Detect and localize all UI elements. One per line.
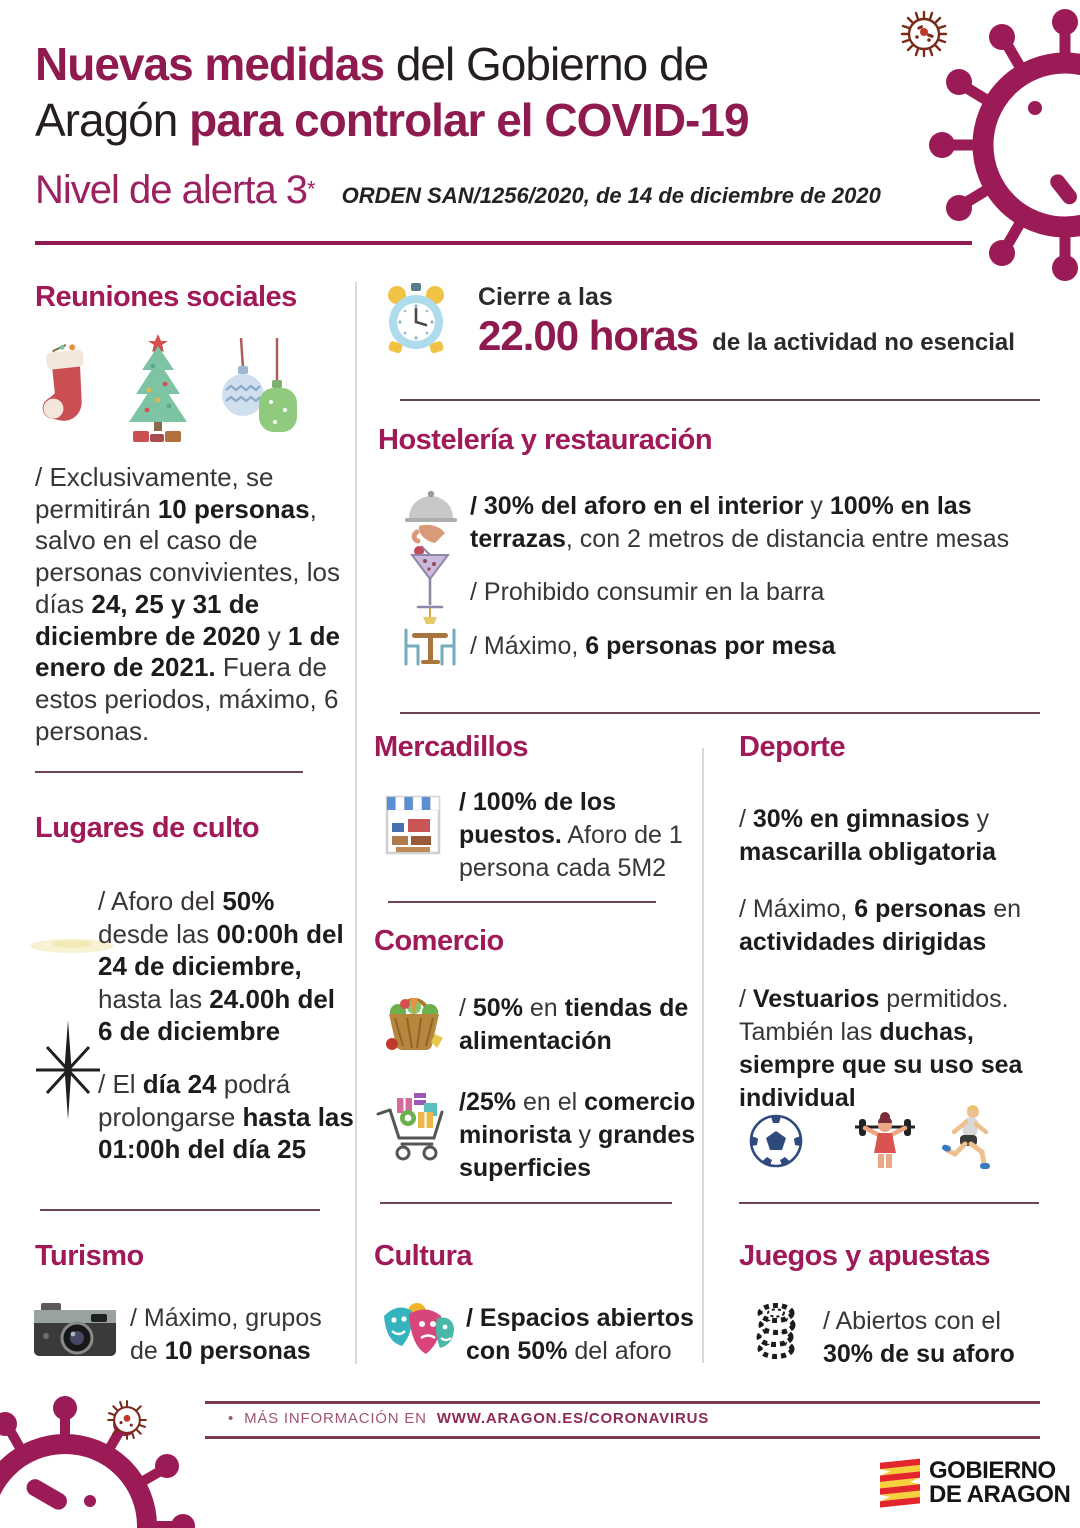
star-icon — [30, 1020, 106, 1120]
reuniones-text: / Exclusivamente, se permitirán 10 personas, salvo en el caso de personas convivientes, los días 24, 25 y 31 de diciembre de 2020 y 1 de enero de 2021. Fuera de estos periodos, máximo, 6 personas. — [35, 462, 340, 746]
camera-icon — [33, 1300, 117, 1360]
hosteleria-title: Hostelería y restauración — [378, 424, 713, 456]
title-regular-2: Aragón — [35, 94, 190, 147]
juegos-text: / Abiertos con el 30% de su aforo — [823, 1307, 1015, 1368]
soccer-ball-icon — [748, 1113, 804, 1169]
mercadillos-title: Mercadillos — [374, 731, 529, 763]
gobierno-logo-text — [929, 1459, 1070, 1506]
cocktail-icon — [408, 545, 452, 617]
juegos-title: Juegos y apuestas — [739, 1240, 990, 1272]
food-basket-icon — [383, 986, 445, 1052]
comercio-title: Comercio — [374, 925, 504, 957]
divider-mercadillos-comercio — [388, 901, 656, 903]
info-prefix: MÁS INFORMACIÓN EN — [244, 1410, 427, 1427]
title-accent-1: Nuevas medidas — [35, 38, 385, 90]
alert-level: Nivel de alerta 3 — [35, 168, 308, 212]
deporte-text-3: / Vestuarios permitidos. También las duchas, siempre que su uso sea individual — [739, 985, 1023, 1112]
poker-chips-icon — [751, 1300, 801, 1362]
closing-time-banner — [478, 283, 1015, 360]
cultura-text: / Espacios abiertos con 50% del aforo — [466, 1304, 694, 1365]
title-regular-1: del Gobierno de — [384, 38, 709, 90]
mercadillos-text: / 100% de los puestos. Aforo de 1 persona cada 5M2 — [459, 788, 683, 882]
alert-level-wrap — [35, 168, 316, 213]
info-bullet: • — [228, 1410, 235, 1427]
closing-time: 22.00 horas — [478, 312, 699, 359]
logo-line-1: GOBIERNO — [929, 1457, 1056, 1485]
title-accent-2: para controlar el COVID-19 — [189, 94, 749, 147]
logo-line-2: DE ARAGON — [929, 1481, 1071, 1508]
alert-asterisk: * — [307, 176, 316, 202]
shopping-cart-icon — [376, 1090, 450, 1164]
virus-icon-bottom-small — [103, 1396, 151, 1444]
divider-deporte-juegos — [739, 1202, 1039, 1204]
reuniones-title: Reuniones sociales — [35, 281, 297, 313]
reuniones-icons — [37, 332, 297, 444]
market-stall-icon — [384, 793, 442, 857]
footer-info — [228, 1410, 709, 1427]
divider-cierre-hosteleria — [400, 399, 1040, 401]
hosteleria-text-3: / Máximo, 6 personas por mesa — [470, 632, 836, 660]
info-url: WWW.ARAGON.ES/CORONAVIRUS — [436, 1410, 710, 1427]
cultura-title: Cultura — [374, 1240, 472, 1272]
closing-intro: Cierre a las — [478, 283, 613, 311]
hosteleria-text-2: / Prohibido consumir en la barra — [470, 578, 825, 606]
header-rule — [35, 241, 972, 245]
comercio-text-1: / 50% en tiendas de alimentación — [459, 994, 689, 1055]
alert-row — [35, 168, 881, 213]
baubles-icon — [217, 338, 297, 444]
christmas-stocking-icon — [37, 344, 99, 444]
turismo-text: / Máximo, grupos de 10 personas — [130, 1304, 322, 1365]
table-chairs-icon — [398, 608, 462, 668]
gobierno-aragon-logo — [878, 1455, 1070, 1511]
weightlifter-icon — [852, 1106, 918, 1172]
comercio-text-2: /25% en el comercio minorista y grandes superficies — [459, 1088, 696, 1182]
deporte-title: Deporte — [739, 731, 846, 763]
footer-rule-bottom — [205, 1436, 1040, 1439]
divider-comercio-cultura — [380, 1202, 672, 1204]
culto-title: Lugares de culto — [35, 812, 260, 844]
deporte-text-1: / 30% en gimnasios y mascarilla obligatoria — [739, 805, 997, 866]
divider-hosteleria-middle — [400, 712, 1040, 714]
vertical-divider-right — [702, 748, 704, 1363]
aragon-flag-icon — [878, 1455, 922, 1511]
divider-culto-turismo — [40, 1209, 320, 1211]
runner-icon — [942, 1104, 992, 1172]
deporte-text-2: / Máximo, 6 personas en actividades dirigidas — [739, 895, 1022, 956]
culto-text-1: / Aforo del 50% desde las 00:00h del 24 de diciembre, hasta las 24.00h del 6 de diciembre — [98, 886, 344, 1046]
divider-reuniones-culto — [35, 771, 303, 773]
alarm-clock-icon — [383, 280, 449, 360]
culto-text-2: / El día 24 podrá prolongarse hasta las 01:00h del día 25 — [98, 1069, 354, 1164]
virus-icon-bottom-large — [0, 1366, 225, 1528]
christmas-tree-icon — [125, 332, 191, 444]
order-reference: ORDEN SAN/1256/2020, de 14 de diciembre de 2020 — [341, 183, 881, 208]
closing-row — [478, 312, 1015, 360]
vertical-divider-left — [355, 282, 357, 1364]
hosteleria-text-1: / 30% del aforo en el interior y 100% en las terrazas, con 2 metros de distancia entre mesas — [470, 492, 1010, 553]
page-title — [35, 36, 985, 148]
turismo-title: Turismo — [35, 1240, 144, 1272]
serving-cloche-icon — [403, 488, 459, 550]
theater-masks-icon — [379, 1298, 457, 1360]
footer-rule-top — [205, 1401, 1040, 1404]
closing-detail: de la actividad no esencial — [712, 329, 1015, 356]
virus-icon-top-large — [865, 0, 1080, 300]
